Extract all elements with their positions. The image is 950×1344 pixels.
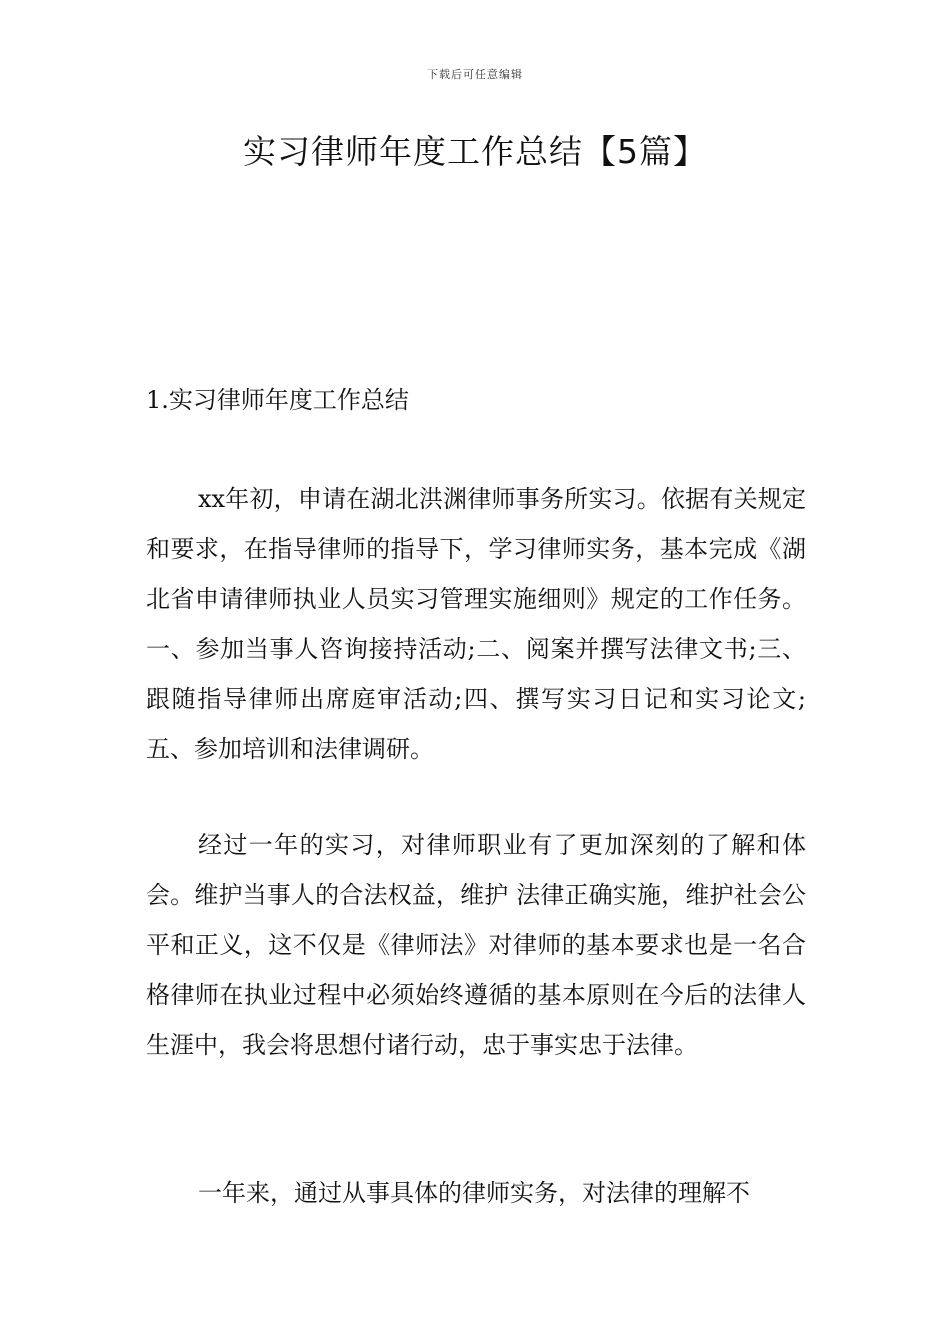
section-heading: 1.实习律师年度工作总结	[146, 386, 409, 414]
paragraph-2: 经过一年的实习，对律师职业有了更加深刻的了解和体会。维护当事人的合法权益，维护 法律正确实施，维护社会公平和正义，这不仅是《律师法》对律师的基本要求也是一名合格律师在执业过程中必须始终遵循的基本原则在今后的法律人生涯中，我会将思想付诸行动，忠于事实忠于法律。	[146, 831, 806, 1059]
paragraph-1: xx年初，申请在湖北洪渊律师事务所实习。依据有关规定和要求，在指导律师的指导下，学习律师实务，基本完成《湖北省申请律师执业人员实习管理实施细则》规定的工作任务。一、参加当事人咨询接持活动;二、阅案并撰写法律文书;三、跟随指导律师出席庭审活动;四、撰写实习日记和实习论文;五、参加培训和法律调研。	[146, 485, 806, 763]
paragraph-3: 一年来，通过从事具体的律师实务，对法律的理解不	[198, 1179, 750, 1207]
document-title: 实习律师年度工作总结【5篇】	[243, 132, 707, 171]
header-note: 下载后可任意编辑	[427, 68, 523, 81]
